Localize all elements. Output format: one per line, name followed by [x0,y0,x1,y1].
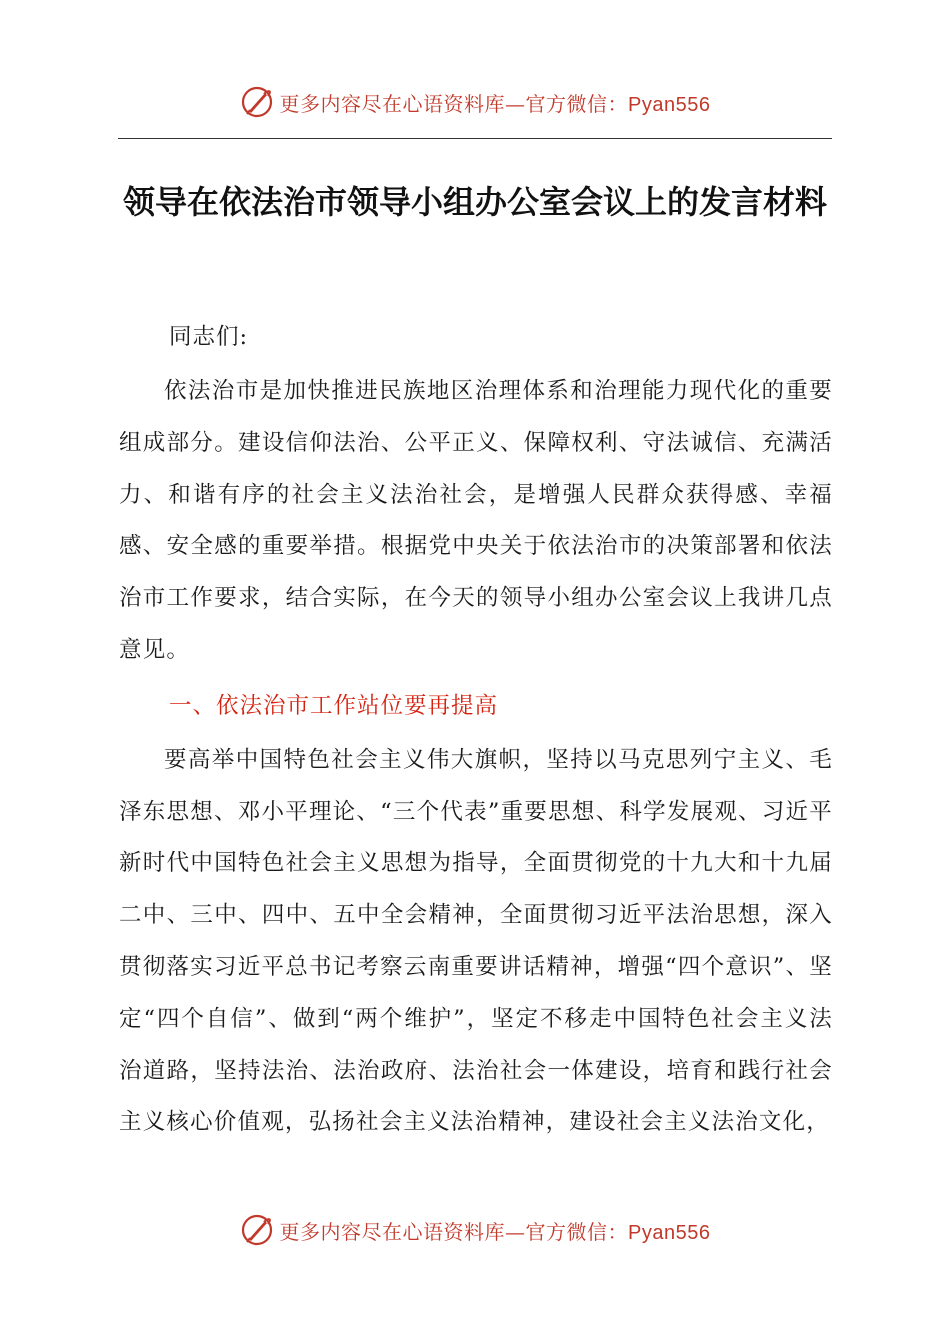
document-body [119,314,833,1149]
paragraph-intro: 依法治市是加快推进民族地区治理体系和治理能力现代化的重要组成部分。建设信仰法治、公平正义、保障权利、守法诚信、充满活力、和谐有序的社会主义法治社会，是增强人民群众获得感、幸福感、安全感的重要举措。根据党中央关于依法治市的决策部署和依法治市工作要求，结合实际，在今天的领导小组办公室会议上我讲几点意见。 [119,378,833,663]
watermark-wechat-id: Pyan556 [628,93,711,116]
paragraph-section-1: 要高举中国特色社会主义伟大旗帜，坚持以马克思列宁主义、毛泽东思想、邓小平理论、“三个代表”重要思想、科学发展观、习近平新时代中国特色社会主义思想为指导，全面贯彻党的十九大和十九届二中、三中、四中、五中全会精神，全面贯彻习近平法治思想，深入贯彻落实习近平总书记考察云南重要讲话精神，增强“四个意识”、坚定“四个自信”、做到“两个维护”，坚定不移走中国特色社会主义法治道路，坚持法治、法治政府、法治社会一体建设，培育和践行社会主义核心价值观，弘扬社会主义法治精神，建设社会主义法治文化， [119,746,833,1136]
section-heading-1: 一、依法治市工作站位要再提高 [169,692,499,719]
quill-pen-circle-icon [240,1213,274,1247]
watermark-text [280,1216,711,1245]
header-watermark [0,82,950,122]
footer-watermark [0,1210,950,1250]
salutation: 同志们: [169,324,249,350]
quill-pen-circle-icon [240,85,274,119]
watermark-wechat-id: Pyan556 [628,1221,711,1244]
watermark-caption: 更多内容尽在心语资料库—官方微信： [279,1219,629,1244]
watermark-text [280,88,711,117]
header-divider [118,138,832,139]
document-title: 领导在依法治市领导小组办公室会议上的发言材料 [122,183,827,221]
watermark-caption: 更多内容尽在心语资料库—官方微信： [279,91,629,116]
